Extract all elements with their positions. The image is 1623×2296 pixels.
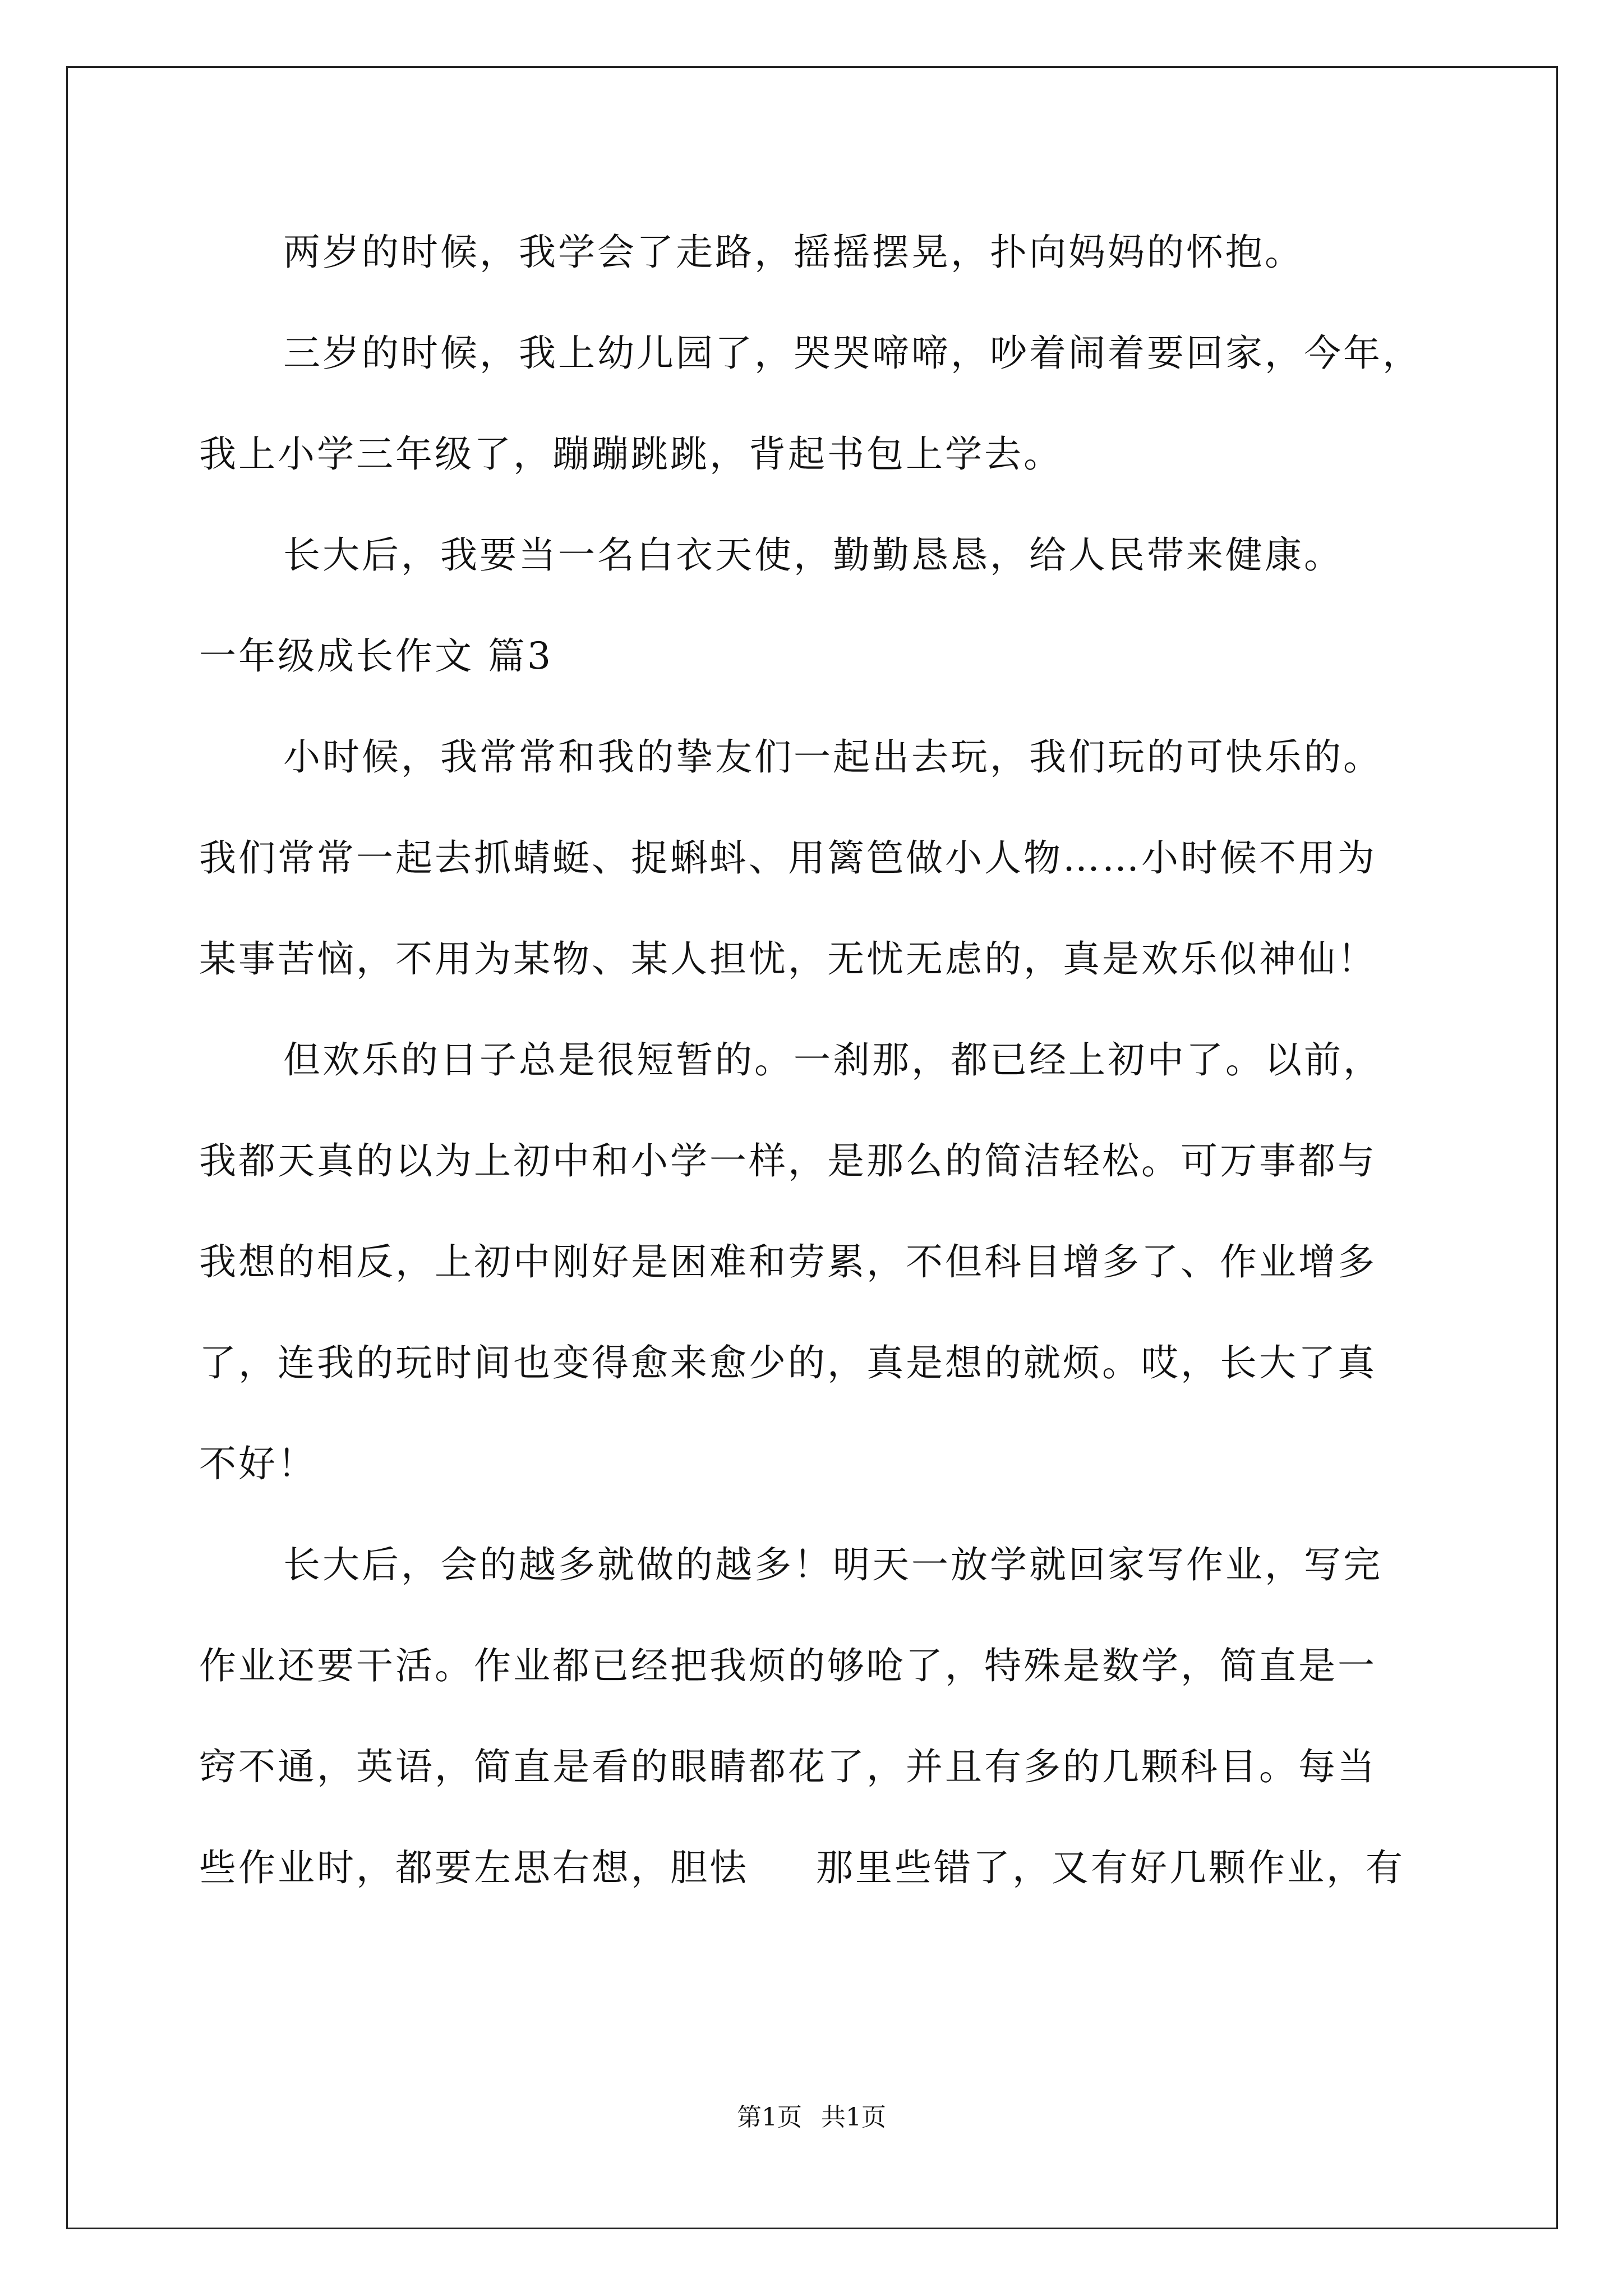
page-footer <box>0 2101 1623 2134</box>
text-line-4: 长大后，我要当一名白衣天使，勤勤恳恳，给人民带来健康。 <box>283 533 1343 577</box>
text-line-17 <box>199 1843 1405 1893</box>
section-heading: 一年级成长作文 篇3 <box>199 634 553 678</box>
text-line-6: 小时候，我常常和我的挚友们一起出去玩，我们玩的可快乐的。 <box>283 735 1382 779</box>
text-line-2: 三岁的时候，我上幼儿园了，哭哭啼啼，吵着闹着要回家，今年， <box>283 332 1422 375</box>
text-line-1: 两岁的时候，我学会了走路，摇摇摆晃，扑向妈妈的怀抱。 <box>283 231 1304 274</box>
page-total: 共1页 <box>821 2103 886 2132</box>
text-line-10: 我都天真的以为上初中和小学一样，是那么的简洁轻松。可万事都与 <box>199 1139 1377 1182</box>
text-line-12: 了，连我的玩时间也变得愈来愈少的，真是想的就烦。哎，长大了真 <box>199 1341 1377 1384</box>
text-line-16: 窍不通，英语，简直是看的眼睛都花了，并且有多的几颗科目。每当 <box>199 1745 1377 1788</box>
text-line-15: 作业还要干活。作业都已经把我烦的够呛了，特殊是数学，简直是一 <box>199 1644 1377 1687</box>
text-line-14: 长大后，会的越多就做的越多！明天一放学就回家写作业，写完 <box>283 1543 1382 1586</box>
text-line-17-part-b: 那里些错了，又有好几颗作业，有 <box>816 1846 1405 1889</box>
text-line-3: 我上小学三年级了，蹦蹦跳跳，背起书包上学去。 <box>199 432 1063 476</box>
text-line-13: 不好！ <box>199 1442 317 1485</box>
text-line-9: 但欢乐的日子总是很短暂的。一刹那，都已经上初中了。以前， <box>283 1038 1382 1082</box>
text-line-7: 我们常常一起去抓蜻蜓、捉蝌蚪、用篱笆做小人物……小时候不用为 <box>199 836 1377 880</box>
text-line-17-part-a: 些作业时，都要左思右想，胆怯 <box>199 1846 749 1889</box>
text-line-8: 某事苦恼，不用为某物、某人担忧，无忧无虑的，真是欢乐似神仙！ <box>199 937 1377 981</box>
page-number: 第1页 <box>737 2103 802 2132</box>
text-line-11: 我想的相反，上初中刚好是困难和劳累，不但科目增多了、作业增多 <box>199 1240 1377 1283</box>
